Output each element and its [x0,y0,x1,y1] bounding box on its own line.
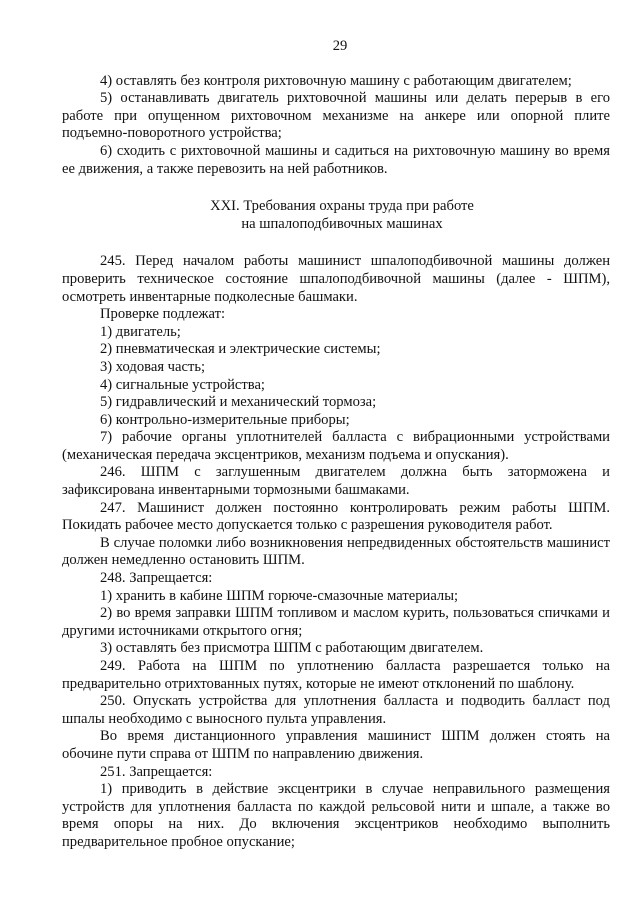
list-item: 1) приводить в действие эксцентрики в случае неправильного размещения устройств для уплотнения балласта по каждой рельсовой нити и шпале, а также во время опоры на них. До включения эксцентриков необходимо выполнить предварительное пробное опускание; [62,781,610,850]
section-heading-line-1: XXI. Требования охраны труда при работе [210,198,474,215]
section-body [62,253,610,851]
paragraph: 250. Опускать устройства для уплотнения балласта и подводить балласт под шпалы необходимо с выносного пульта управления. [62,693,610,727]
page-number: 29 [332,38,348,54]
paragraph: 249. Работа на ШПМ по уплотнению балласта разрешается только на предварительно отрихтованных путях, которые не имеют отклонений по шаблону. [62,658,610,692]
list-item: 1) двигатель; [100,323,181,340]
paragraph: 245. Перед началом работы машинист шпалоподбивочной машины должен проверить техническое состояние шпалоподбивочной машины (далее - ШПМ), осмотреть инвентарные подколесные башмаки. [62,253,610,305]
list-item: 1) хранить в кабине ШПМ горюче-смазочные материалы; [100,587,459,604]
paragraph: 247. Машинист должен постоянно контролировать режим работы ШПМ. Покидать рабочее место допускается только с разрешения руководителя работ. [62,499,610,534]
section-heading [62,198,610,233]
paragraph: 6) сходить с рихтовочной машины и садиться на рихтовочную машину во время ее движения, а также перевозить на ней работников. [62,142,610,177]
paragraph: Проверке подлежат: [100,306,226,323]
paragraph: 248. Запрещается: [100,570,213,587]
list-item: 5) гидравлический и механический тормоза; [100,394,377,411]
list-item: 2) во время заправки ШПМ топливом и маслом курить, пользоваться спичками и другими источниками открытого огня; [62,605,610,639]
paragraph: 246. ШПМ с заглушенным двигателем должна быть заторможена и зафиксирована инвентарными тормозными башмаками. [62,464,610,499]
list-item: 6) контрольно-измерительные приборы; [100,411,350,428]
paragraph: 5) останавливать двигатель рихтовочной машины или делать перерыв в его работе при опущенном рихтовочном механизме на анкере или опорной плите подъемно-поворотного устройства; [62,90,610,142]
list-item: 4) сигнальные устройства; [100,376,265,393]
list-item: 3) оставлять без присмотра ШПМ с работающим двигателем. [100,640,484,657]
paragraph: Во время дистанционного управления машинист ШПМ должен стоять на обочине пути справа от ШПМ по направлению движения. [62,728,610,762]
top-list [62,73,610,179]
list-item: 3) ходовая часть; [100,358,206,375]
section-heading-line-2: на шпалоподбивочных машинах [241,215,443,232]
list-item: 2) пневматическая и электрические системы; [100,341,381,358]
paragraph: 251. Запрещается: [100,763,213,780]
paragraph: В случае поломки либо возникновения непредвиденных обстоятельств машинист должен немедленно остановить ШПМ. [62,534,610,569]
paragraph: 4) оставлять без контроля рихтовочную машину с работающим двигателем; [100,72,572,89]
list-item: 7) рабочие органы уплотнителей балласта с вибрационными устройствами (механическая передача эксцентриков, механизм подъема и опускания). [62,429,610,463]
